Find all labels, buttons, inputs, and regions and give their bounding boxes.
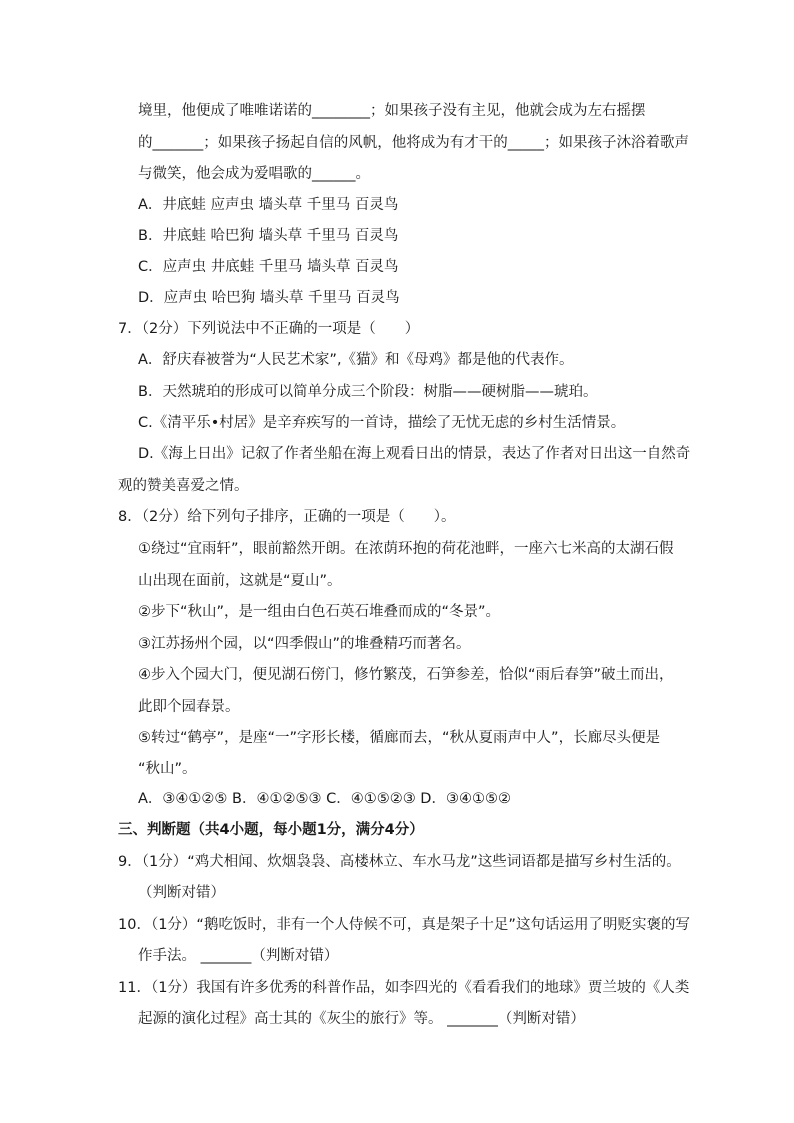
question-8: 8．（2分）给下列句子排序，正确的一项是（ ）。 [118, 509, 456, 525]
sentence-2: ②步下“秋山”，是一组由白色石英石堆叠而成的“冬景”。 [138, 604, 501, 620]
option-a: A．井底蛙 应声虫 墙头草 千里马 百灵鸟 [138, 197, 399, 213]
text-line: 境里，他便成了唯唯诺诺的________；如果孩子没有主见，他就会成为左右摇摆 [138, 103, 646, 119]
text-line: 观的赞美喜爱之情。 [118, 478, 249, 494]
option-b: B．天然琥珀的形成可以简单分成三个阶段：树脂——硬树脂——琥珀。 [138, 384, 598, 400]
sentence-4: ④步入个园大门，便见湖石傍门，修竹繁茂，石笋参差，恰似“雨后春笋”破土而出， [138, 667, 674, 683]
sentence-1: ①绕过“宜雨轩”，眼前豁然开朗。在浓荫环抱的荷花池畔，一座六七米高的太湖石假 [138, 541, 674, 557]
question-7: 7．（2分）下列说法中不正确的一项是（ ） [118, 321, 420, 337]
option-d: D．应声虫 哈巴狗 墙头草 千里马 百灵鸟 [138, 290, 400, 306]
text-line: （判断对错） [138, 885, 225, 901]
option-c: C.《清平乐•村居》是辛弃疾写的一首诗，描绘了无忧无虑的乡村生活情景。 [138, 415, 626, 431]
question-11: 11．（1分）我国有许多优秀的科普作品，如李四光的《看看我们的地球》贾兰坡的《人类 [118, 980, 690, 996]
sentence-3: ③江苏扬州个园，以“四季假山”的堆叠精巧而著名。 [138, 636, 471, 652]
text-line: 的_______；如果孩子扬起自信的风帆，他将成为有才干的_____；如果孩子沐浴着歌声 [138, 135, 689, 151]
option-d: D.《海上日出》记叙了作者坐船在海上观看日出的情景，表达了作者对日出这一自然奇 [138, 446, 691, 462]
text-line: “秋山”。 [138, 761, 197, 777]
text-line: 此即个园春景。 [138, 699, 240, 715]
option-c: C．应声虫 井底蛙 千里马 墙头草 百灵鸟 [138, 259, 399, 275]
text-line: 与微笑，他会成为爱唱歌的______。 [138, 166, 370, 182]
sentence-5: ⑤转过“鹤亭”，是座“一”字形长楼，循廊而去，“秋从夏雨声中人”，长廊尽头便是 [138, 730, 661, 746]
text-line: 作手法。 _______（判断对错） [138, 948, 339, 964]
question-10: 10．（1分）“鹅吃饭时，非有一个人侍候不可，真是架子十足”这句话运用了明贬实褒的写 [118, 917, 690, 933]
section-heading: 三、判断题（共4小题，每小题1分，满分4分） [118, 822, 424, 838]
text-line: 起源的演化过程》高士其的《灰尘的旅行》等。 _______（判断对错） [138, 1011, 585, 1027]
option-b: B．井底蛙 哈巴狗 墙头草 千里马 百灵鸟 [138, 228, 399, 244]
question-9: 9．（1分）“鸡犬相闻、炊烟袅袅、高楼林立、车水马龙”这些词语都是描写乡村生活的。 [118, 854, 681, 870]
text-line: 山出现在面前，这就是“夏山”。 [138, 573, 342, 589]
option-a: A．舒庆春被誉为“人民艺术家”,《猫》和《母鸡》都是他的代表作。 [138, 352, 574, 368]
options-row: A．③④①②⑤ B．④①②⑤③ C．④①⑤②③ D．③④①⑤② [138, 791, 511, 807]
